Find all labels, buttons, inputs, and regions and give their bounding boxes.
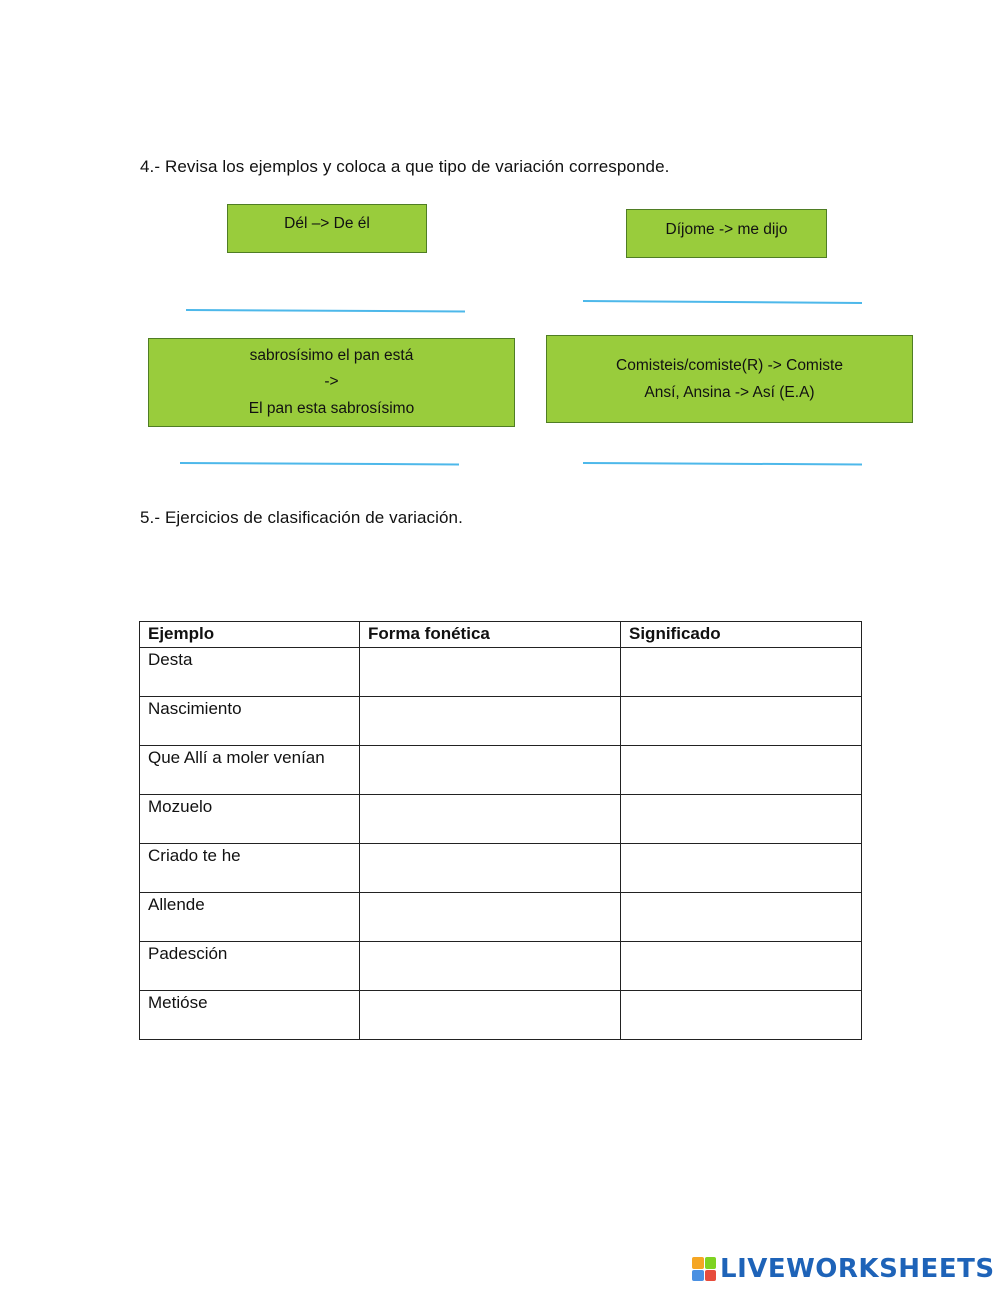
meaning-cell[interactable] [621,697,862,746]
phonetic-form-cell[interactable] [360,697,621,746]
classification-table [139,621,862,1040]
meaning-cell[interactable] [621,942,862,991]
example-box-line: sabrosísimo el pan está [249,346,414,364]
meaning-cell[interactable] [621,746,862,795]
phonetic-form-cell[interactable] [360,746,621,795]
table-row [140,893,862,942]
meaning-cell[interactable] [621,844,862,893]
meaning-cell[interactable] [621,648,862,697]
phonetic-form-cell[interactable] [360,991,621,1040]
table-header-row [140,622,862,648]
phonetic-form-cell[interactable] [360,893,621,942]
example-cell: Nascimiento [140,697,360,746]
column-header-ejemplo: Ejemplo [140,622,360,648]
example-cell: Desta [140,648,360,697]
example-box-dijome [626,209,827,258]
answer-line-dijome[interactable] [583,300,862,304]
table-row [140,697,862,746]
meaning-cell[interactable] [621,991,862,1040]
phonetic-form-cell[interactable] [360,648,621,697]
liveworksheets-logo[interactable] [692,1255,995,1283]
example-cell: Metióse [140,991,360,1040]
example-cell: Allende [140,893,360,942]
table-row [140,795,862,844]
column-header-forma-fonetica: Forma fonética [360,622,621,648]
example-box-line: El pan esta sabrosísimo [248,399,415,417]
table-row [140,844,862,893]
column-header-significado: Significado [621,622,862,648]
example-box-del [227,204,427,253]
meaning-cell[interactable] [621,893,862,942]
example-cell: Padesción [140,942,360,991]
example-cell: Que Allí a moler venían [140,746,360,795]
answer-line-del[interactable] [186,309,465,312]
example-box-line: Comisteis/comiste(R) -> Comiste [616,357,843,374]
example-box-line: Ansí, Ansina -> Así (E.A) [644,384,815,401]
table-row [140,942,862,991]
meaning-cell[interactable] [621,795,862,844]
example-box-line: -> [324,373,339,391]
example-cell: Criado te he [140,844,360,893]
table-row [140,991,862,1040]
example-box-line: Díjome -> me dijo [665,221,788,238]
phonetic-form-cell[interactable] [360,795,621,844]
phonetic-form-cell[interactable] [360,844,621,893]
question-4-heading: 4.- Revisa los ejemplos y coloca a que tipo de variación corresponde. [140,157,670,176]
example-box-comisteis [546,335,913,423]
example-box-sabrosisimo [148,338,515,427]
table-row [140,648,862,697]
example-cell: Mozuelo [140,795,360,844]
table-row [140,746,862,795]
example-box-line: Dél –> De él [284,215,370,232]
question-5-heading: 5.- Ejercicios de clasificación de variación. [140,508,463,527]
answer-line-sabrosisimo[interactable] [180,462,459,465]
answer-line-comisteis[interactable] [583,462,862,465]
liveworksheets-logo-icon [692,1257,716,1281]
liveworksheets-logo-text: LIVEWORKSHEETS [720,1254,995,1284]
phonetic-form-cell[interactable] [360,942,621,991]
